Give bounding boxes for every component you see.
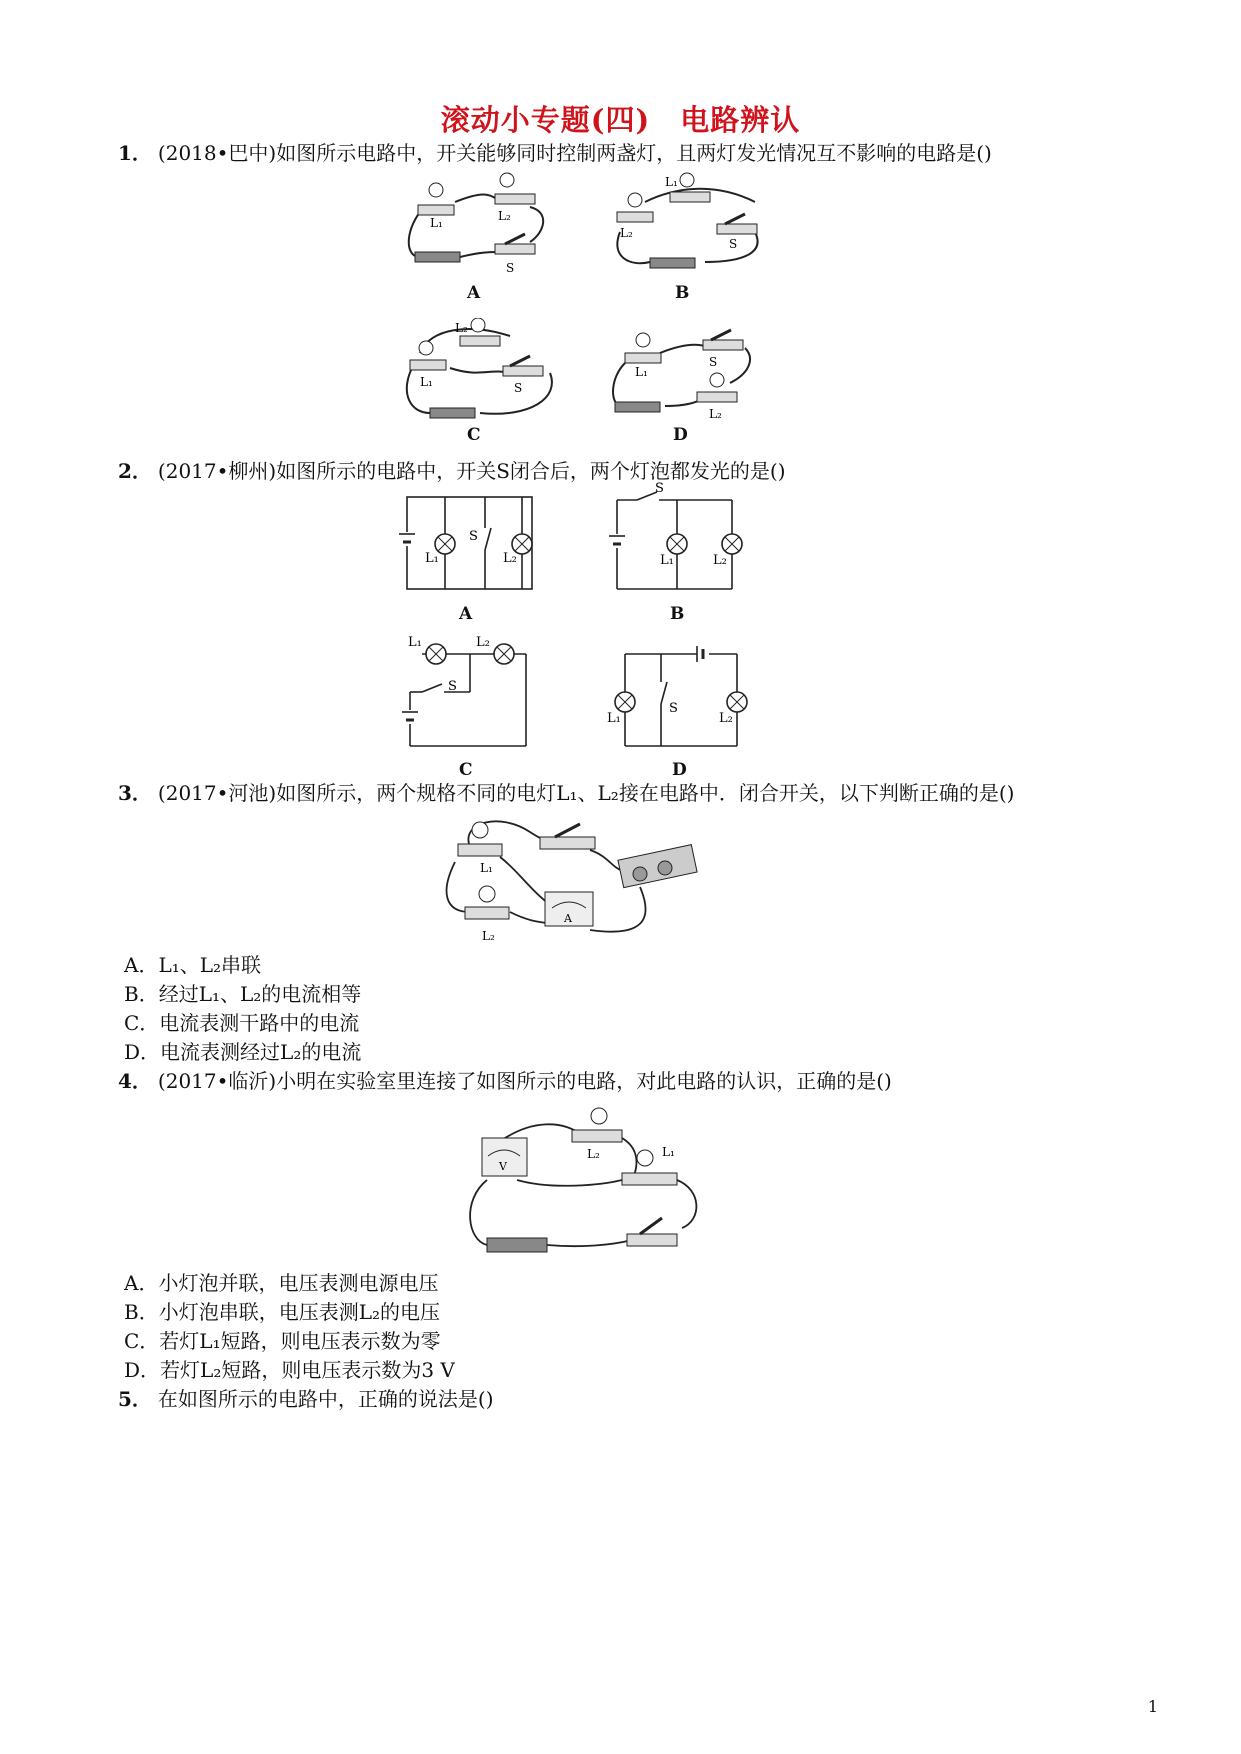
q4-option-a: A．小灯泡并联，电压表测电源电压 [124, 1271, 439, 1295]
q1-figure-c [400, 318, 570, 423]
question-4 [118, 1068, 892, 1094]
label-voltmeter: V [499, 1160, 507, 1173]
q2-figure-d [605, 640, 755, 752]
label-l2: L₂ [719, 711, 733, 726]
figure-caption: B [670, 604, 685, 624]
label-l1: L₁ [430, 216, 443, 230]
label-s: S [514, 381, 523, 395]
q1-figure-b [605, 172, 780, 282]
label-ammeter: A [564, 912, 572, 925]
label-s: S [469, 529, 478, 544]
question-number: 4． [118, 1069, 152, 1093]
label-l2: L₂ [587, 1147, 600, 1161]
q3-option-c: C．电流表测干路中的电流 [124, 1011, 360, 1035]
question-text: 在如图所示的电路中，正确的说法是() [157, 1387, 494, 1411]
label-l2: L₂ [503, 551, 517, 566]
question-number: 2． [118, 459, 152, 483]
figure-caption: C [459, 760, 473, 780]
label-l2: L₂ [498, 209, 511, 223]
figure-caption: D [673, 425, 688, 445]
page-number: 1 [1147, 1697, 1158, 1716]
q4-option-c: C．若灯L₁短路，则电压表示数为零 [124, 1329, 441, 1353]
q2-figure-b [605, 480, 755, 597]
label-l2: L₂ [620, 226, 633, 240]
label-l1: L₁ [635, 365, 648, 379]
label-s: S [655, 481, 664, 496]
figure-caption: A [459, 604, 473, 624]
label-l2: L₂ [709, 407, 722, 421]
question-3 [118, 780, 1014, 806]
label-l1: L₁ [480, 861, 493, 875]
label-s: S [729, 237, 738, 251]
q2-figure-c [400, 632, 540, 752]
label-s: S [448, 679, 457, 694]
question-5 [118, 1386, 494, 1412]
q4-option-b: B．小灯泡串联，电压表测L₂的电压 [124, 1300, 440, 1324]
label-l1: L₁ [660, 553, 674, 568]
label-s: S [669, 701, 678, 716]
question-text: (2018•巴中)如图所示电路中，开关能够同时控制两盏灯，且两灯发光情况互不影响的电路是() [157, 141, 992, 165]
figure-caption: A [467, 283, 481, 303]
figure-caption: B [675, 283, 690, 303]
question-number: 3． [118, 781, 152, 805]
label-l1: L₁ [425, 551, 439, 566]
q1-figure-a [400, 172, 570, 282]
q1-figure-d [605, 318, 780, 423]
q4-option-d: D．若灯L₂短路，则电压表示数为3 V [124, 1358, 455, 1382]
label-l2: L₂ [713, 553, 727, 568]
q3-figure [440, 812, 710, 947]
question-number: 5． [118, 1387, 152, 1411]
question-text: (2017•临沂)小明在实验室里连接了如图所示的电路，对此电路的认识，正确的是() [157, 1069, 892, 1093]
q2-figure-a [395, 492, 545, 597]
figure-caption: C [467, 425, 481, 445]
label-l1: L₁ [607, 711, 621, 726]
question-text: (2017•河池)如图所示，两个规格不同的电灯L₁、L₂接在电路中．闭合开关，以下判断正确的是() [157, 781, 1015, 805]
question-text: (2017•柳州)如图所示的电路中，开关S闭合后，两个灯泡都发光的是() [157, 459, 786, 483]
label-l1: L₁ [408, 635, 422, 650]
figure-caption: D [672, 760, 687, 780]
label-l1: L₁ [420, 375, 433, 389]
page-title: 滚动小专题(四) 电路辨认 [440, 103, 801, 137]
q3-option-d: D．电流表测经过L₂的电流 [124, 1040, 362, 1064]
q4-figure [462, 1100, 712, 1260]
label-l2: L₂ [455, 321, 468, 335]
q3-option-a: A．L₁、L₂串联 [124, 953, 262, 977]
question-number: 1． [118, 141, 152, 165]
label-l2: L₂ [482, 929, 495, 943]
label-s: S [506, 261, 515, 275]
label-s: S [709, 355, 718, 369]
label-l2: L₂ [476, 635, 490, 650]
label-l1: L₁ [665, 175, 678, 189]
q3-option-b: B．经过L₁、L₂的电流相等 [124, 982, 362, 1006]
label-l1: L₁ [662, 1145, 675, 1159]
question-1 [118, 140, 992, 166]
